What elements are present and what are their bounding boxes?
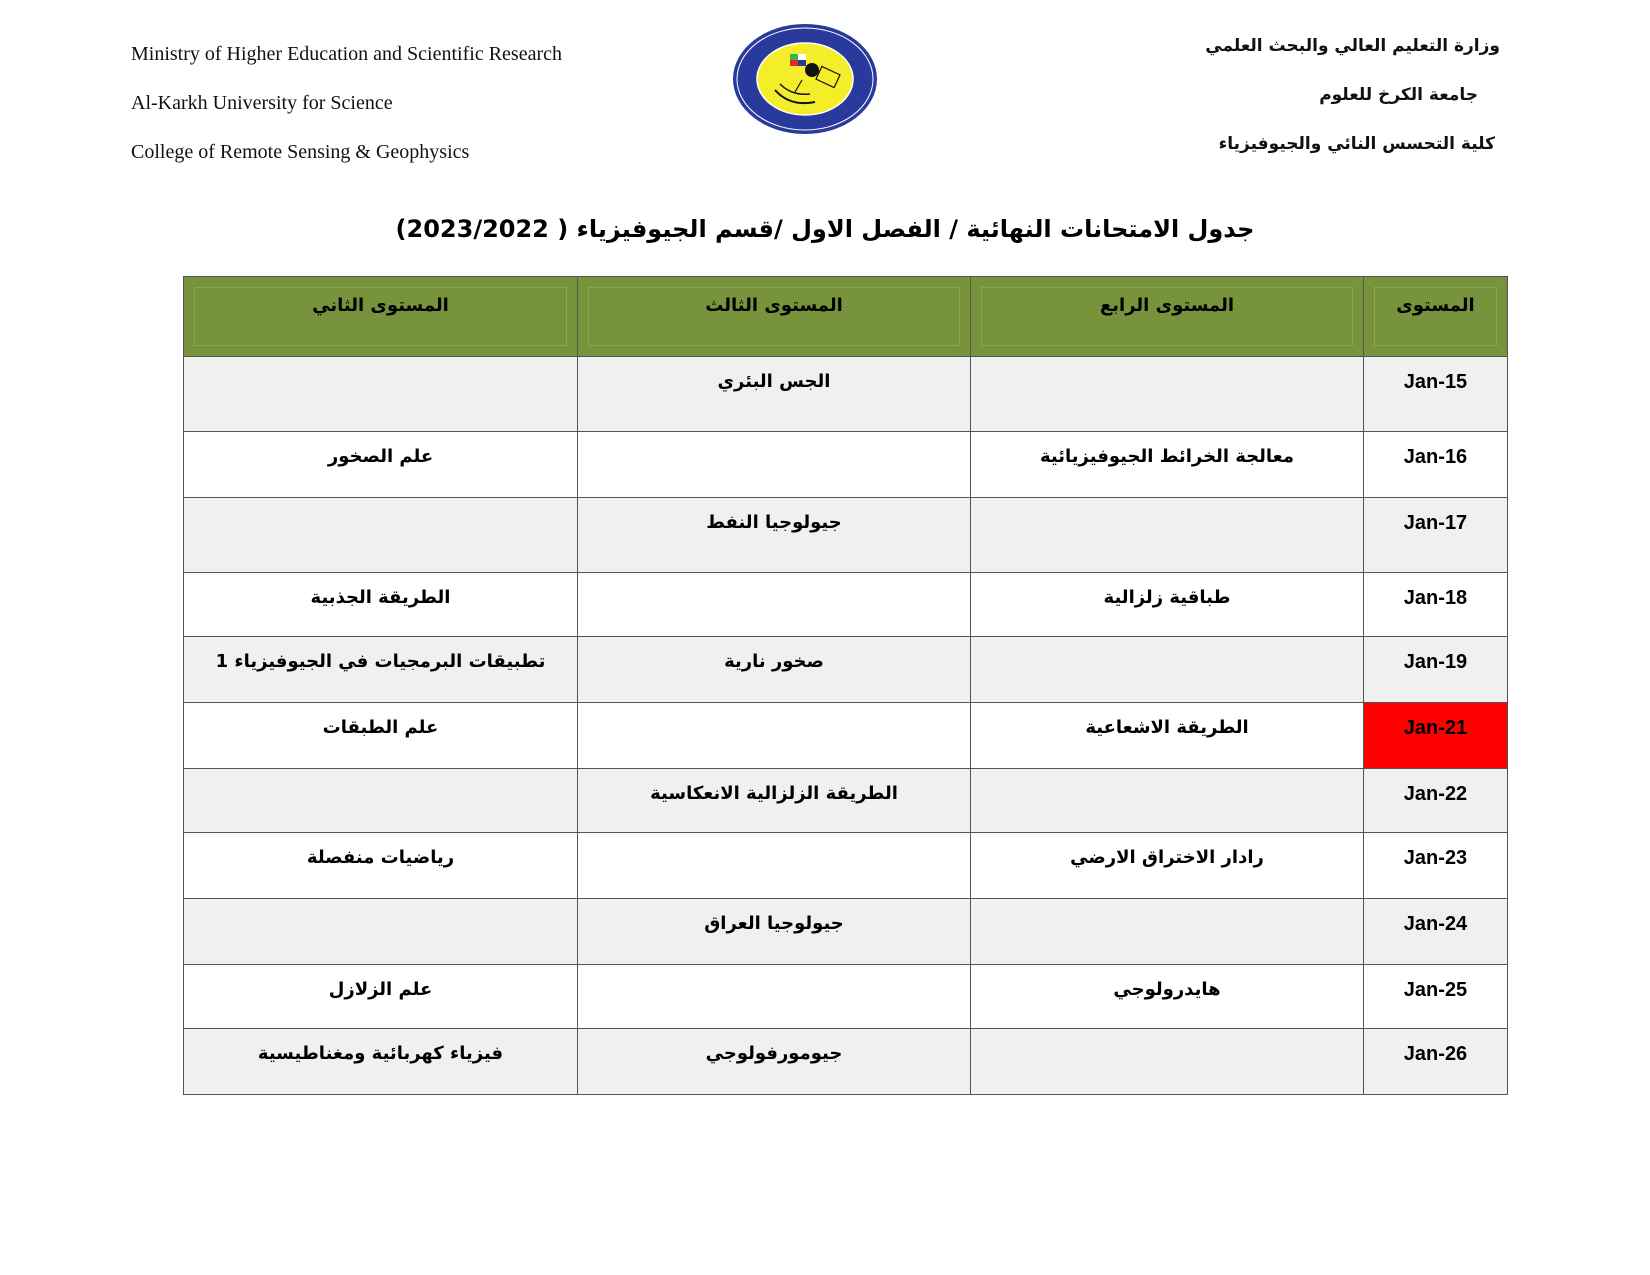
level3-cell: جيومورفولوجي xyxy=(578,1029,971,1095)
ministry-name-ar: وزارة التعليم العالي والبحث العلمي xyxy=(1205,36,1500,56)
level3-cell xyxy=(578,703,971,769)
arabic-header xyxy=(1205,22,1500,169)
level3-cell xyxy=(578,432,971,498)
level2-cell: رياضيات منفصلة xyxy=(184,833,578,899)
header-level2: المستوى الثاني xyxy=(184,277,578,357)
level3-cell: الجس البئري xyxy=(578,357,971,432)
level3-cell xyxy=(578,965,971,1029)
table-row xyxy=(184,965,1508,1029)
page-title: جدول الامتحانات النهائية / الفصل الاول /قسم الجيوفيزياء ( 2023/2022) xyxy=(395,215,1255,243)
seal-icon xyxy=(730,22,880,137)
date-cell: 16-Jan xyxy=(1364,432,1508,498)
level4-cell xyxy=(971,637,1364,703)
level4-cell xyxy=(971,769,1364,833)
level3-cell xyxy=(578,833,971,899)
university-name-en: Al-Karkh University for Science xyxy=(131,92,393,114)
level3-cell xyxy=(578,573,971,637)
level2-cell: علم الطبقات xyxy=(184,703,578,769)
university-name-ar: جامعة الكرخ للعلوم xyxy=(1319,85,1478,105)
date-cell: 24-Jan xyxy=(1364,899,1508,965)
level4-cell xyxy=(971,899,1364,965)
level4-cell: رادار الاختراق الارضي xyxy=(971,833,1364,899)
table-row xyxy=(184,703,1508,769)
header-level: المستوى xyxy=(1364,277,1508,357)
table-row xyxy=(184,432,1508,498)
header-level4: المستوى الرابع xyxy=(971,277,1364,357)
level4-cell xyxy=(971,357,1364,432)
level2-cell xyxy=(184,769,578,833)
level2-cell: علم الصخور xyxy=(184,432,578,498)
college-name-en: College of Remote Sensing & Geophysics xyxy=(131,141,470,163)
table-row xyxy=(184,573,1508,637)
table-row xyxy=(184,899,1508,965)
date-cell: 18-Jan xyxy=(1364,573,1508,637)
level3-cell: الطريقة الزلزالية الانعكاسية xyxy=(578,769,971,833)
level3-cell: جيولوجيا النفط xyxy=(578,498,971,573)
date-cell: 23-Jan xyxy=(1364,833,1508,899)
date-cell: 26-Jan xyxy=(1364,1029,1508,1095)
level4-cell: هايدرولوجي xyxy=(971,965,1364,1029)
date-cell: 25-Jan xyxy=(1364,965,1508,1029)
table-row xyxy=(184,833,1508,899)
level2-cell: تطبيقات البرمجيات في الجيوفيزياء 1 xyxy=(184,637,578,703)
level4-cell: معالجة الخرائط الجيوفيزيائية xyxy=(971,432,1364,498)
level2-cell xyxy=(184,498,578,573)
level4-cell: الطريقة الاشعاعية xyxy=(971,703,1364,769)
college-name-ar: كلية التحسس النائي والجيوفيزياء xyxy=(1218,134,1495,154)
level3-cell: صخور نارية xyxy=(578,637,971,703)
level2-cell: الطريقة الجذبية xyxy=(184,573,578,637)
english-header xyxy=(131,30,562,177)
date-cell: 19-Jan xyxy=(1364,637,1508,703)
table-body xyxy=(184,357,1508,1095)
date-cell: 22-Jan xyxy=(1364,769,1508,833)
level2-cell: فيزياء كهربائية ومغناطيسية xyxy=(184,1029,578,1095)
level3-cell: جيولوجيا العراق xyxy=(578,899,971,965)
date-cell: 21-Jan xyxy=(1364,703,1508,769)
level2-cell xyxy=(184,899,578,965)
university-seal-logo xyxy=(730,22,880,137)
table-row xyxy=(184,769,1508,833)
date-cell: 17-Jan xyxy=(1364,498,1508,573)
level4-cell: طباقية زلزالية xyxy=(971,573,1364,637)
level4-cell xyxy=(971,498,1364,573)
table-header-row xyxy=(184,277,1508,357)
level2-cell xyxy=(184,357,578,432)
level4-cell xyxy=(971,1029,1364,1095)
header-level3: المستوى الثالث xyxy=(578,277,971,357)
date-cell: 15-Jan xyxy=(1364,357,1508,432)
table-row xyxy=(184,637,1508,703)
exam-schedule-table xyxy=(183,276,1508,1095)
table-row xyxy=(184,1029,1508,1095)
table-row xyxy=(184,498,1508,573)
table-row xyxy=(184,357,1508,432)
ministry-name-en: Ministry of Higher Education and Scientific Research xyxy=(131,43,562,65)
level2-cell: علم الزلازل xyxy=(184,965,578,1029)
